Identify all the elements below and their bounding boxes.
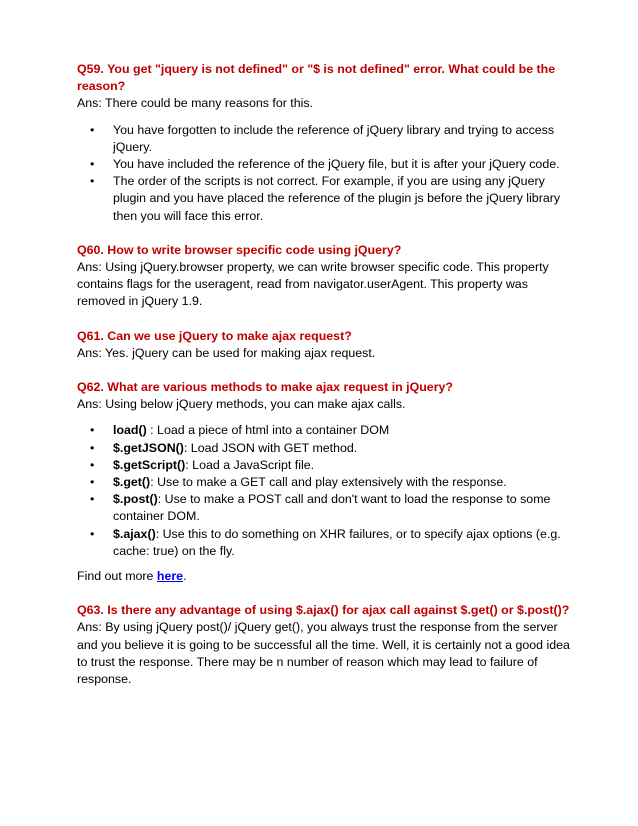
find-out-more	[77, 568, 572, 585]
q63-question: Q63. Is there any advantage of using $.ajax() for ajax call against $.get() or $.post()?	[77, 603, 570, 618]
find-out-more-text: Find out more	[77, 569, 157, 584]
find-out-more-period: .	[183, 569, 187, 584]
method-description: : Use to make a GET call and play extensively with the response.	[150, 475, 507, 490]
list-item	[77, 457, 572, 474]
q61-question: Q61. Can we use jQuery to make ajax request?	[77, 328, 352, 343]
bullet-icon: •	[90, 526, 95, 541]
method-name: $.getJSON()	[113, 440, 184, 455]
q63-answer: Ans: By using jQuery post()/ jQuery get(), you always trust the response from the server and you believe it is going to be successful all the time. Well, it is certainly not a good idea to trust the response. There may be n number of reason which may lead to failure of response.	[77, 620, 570, 687]
method-name: $.getScript()	[113, 457, 186, 472]
list-item	[77, 422, 572, 439]
method-description: : Load a piece of html into a container DOM	[146, 423, 390, 438]
q59-answer: Ans: There could be many reasons for this.	[77, 96, 314, 111]
method-name: $.post()	[113, 492, 158, 507]
list-item	[77, 122, 572, 156]
bullet-icon: •	[90, 475, 95, 490]
method-description: : Use to make a POST call and don't want to load the response to some container DOM.	[113, 492, 551, 524]
list-item	[77, 156, 572, 173]
method-description: : Use this to do something on XHR failures, or to specify ajax options (e.g. cache: true) on the fly.	[113, 526, 561, 558]
q59-reason-list	[77, 122, 572, 225]
q62-method-list	[77, 422, 572, 560]
method-name: $.ajax()	[113, 526, 156, 541]
q62-answer: Ans: Using below jQuery methods, you can make ajax calls.	[77, 397, 406, 412]
q59-section	[77, 61, 572, 225]
bullet-icon: •	[90, 440, 95, 455]
method-name: load()	[113, 423, 147, 438]
q63-section	[77, 602, 572, 688]
list-item-text: You have forgotten to include the reference of jQuery library and trying to access jQuery.	[113, 122, 555, 154]
q61-section	[77, 328, 572, 362]
list-item-text: You have included the reference of the jQuery file, but it is after your jQuery code.	[113, 157, 560, 172]
bullet-icon: •	[90, 174, 95, 189]
bullet-icon: •	[90, 122, 95, 137]
bullet-icon: •	[90, 157, 95, 172]
q60-section	[77, 242, 572, 311]
bullet-icon: •	[90, 492, 95, 507]
list-item	[77, 440, 572, 457]
q62-section	[77, 379, 572, 585]
method-description: : Load JSON with GET method.	[183, 440, 358, 455]
q61-answer: Ans: Yes. jQuery can be used for making ajax request.	[77, 345, 376, 360]
bullet-icon: •	[90, 457, 95, 472]
method-name: $.get()	[113, 475, 151, 490]
q60-answer: Ans: Using jQuery.browser property, we can write browser specific code. This property contains flags for the useragent, read from navigator.userAgent. This property was removed in jQuery 1.9.	[77, 260, 549, 309]
list-item	[77, 474, 572, 491]
bullet-icon: •	[90, 423, 95, 438]
q62-question: Q62. What are various methods to make ajax request in jQuery?	[77, 380, 453, 395]
q59-question: Q59. You get "jquery is not defined" or "$ is not defined" error. What could be the reason?	[77, 62, 556, 94]
method-description: : Load a JavaScript file.	[185, 457, 315, 472]
list-item-text: The order of the scripts is not correct. For example, if you are using any jQuery plugin and you have placed the reference of the plugin js before the jQuery library then you will face this error.	[113, 174, 561, 223]
q60-question: Q60. How to write browser specific code using jQuery?	[77, 242, 402, 257]
document-page	[77, 61, 572, 705]
here-link[interactable]: here	[156, 569, 184, 584]
list-item	[77, 173, 572, 225]
list-item	[77, 491, 572, 525]
list-item	[77, 526, 572, 560]
